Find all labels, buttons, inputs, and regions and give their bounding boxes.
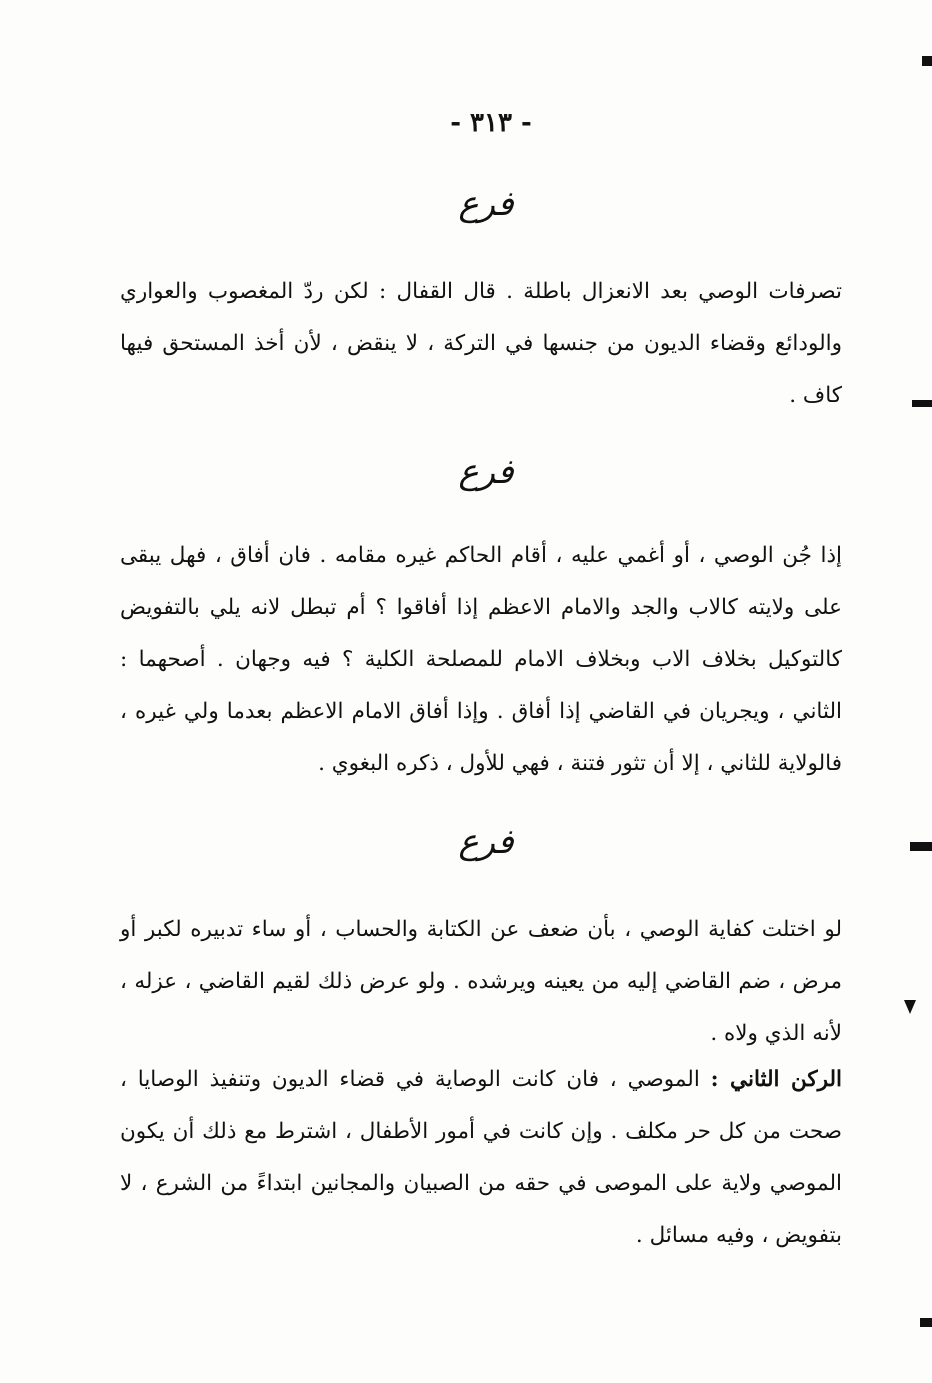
section-paragraph-3: لو اختلت كفاية الوصي ، بأن ضعف عن الكتابة والحساب ، أو ساء تدبيره لكبر أو مرض ، ضم القاضي إليه من يعينه ويرشده . ولو عرض ذلك لقيم القاضي ، عزله ، لأنه الذي ولاه . <box>120 917 842 1046</box>
section-paragraph-2: إذا جُن الوصي ، أو أغمي عليه ، أقام الحاكم غيره مقامه . فان أفاق ، فهل يبقى على ولايته كالاب والجد والامام الاعظم إذا أفاقوا ؟ أم تبطل لانه يلي بالتفويض كالتوكيل بخلاف الاب وبخلاف الامام للمصلحة الكلية ؟ فيه وجهان . أصحهما : الثاني ، ويجريان في القاضي إذا أفاق . وإذا أفاق الامام الاعظم بعدما ولي غيره ، فالولاية للثاني ، إلا أن تثور فتنة ، فهي للأول ، ذكره البغوي . <box>120 543 842 776</box>
continuation-paragraph <box>120 1054 842 1262</box>
section-paragraph-1: تصرفات الوصي بعد الانعزال باطلة . قال القفال : لكن ردّ المغصوب والعواري والودائع وقضاء الديون من جنسها في التركة ، لا ينقض ، لأن أخذ المستحق فيها كاف . <box>120 279 842 408</box>
section-heading-3: فرع <box>458 822 514 862</box>
continuation-text: الموصي ، فان كانت الوصاية في قضاء الديون وتنفيذ الوصايا ، صحت من كل حر مكلف . وإن كانت في أمور الأطفال ، اشترط مع ذلك أن يكون الموصي ولاية على الموصى في حقه من الصبيان والمجانين ابتداءً من الشرع ، لا بتفويض ، وفيه مسائل . <box>120 1067 842 1248</box>
scan-mark <box>920 1318 932 1327</box>
section-heading-1: فرع <box>458 184 514 224</box>
scan-mark <box>910 842 932 851</box>
page-number: - ٣١٣ - <box>450 108 532 138</box>
scan-mark <box>922 56 932 66</box>
scan-mark <box>904 1000 916 1014</box>
continuation-lead: الركن الثاني : <box>710 1067 842 1092</box>
scan-mark <box>912 400 932 407</box>
section-heading-2: فرع <box>458 452 514 492</box>
